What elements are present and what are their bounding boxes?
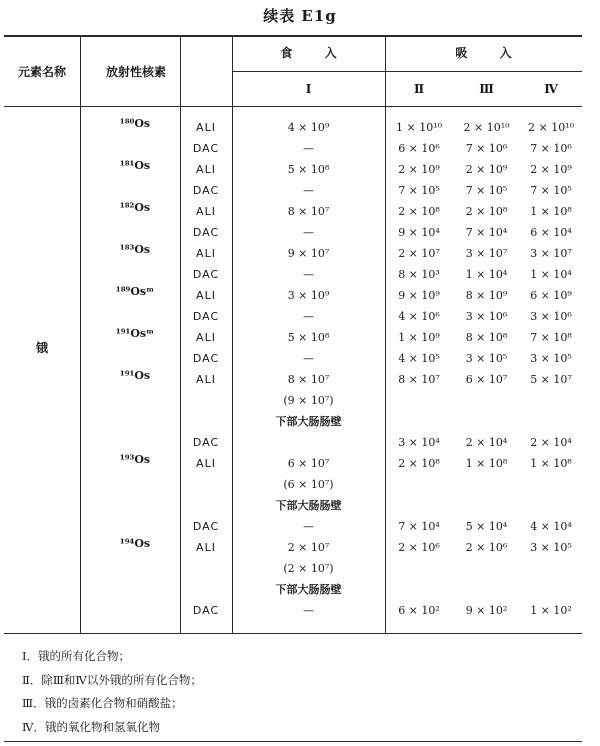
inhalation-class-iii-value: 2 × 10⁸ [465,205,508,218]
inhalation-class-iv-value: 6 × 10⁹ [530,289,572,302]
element-name-cell: 锇 [35,341,48,355]
inhalation-class-iv-value: 1 × 10² [530,604,572,617]
header-class-ii: Ⅱ [413,82,425,96]
exposure-type-ali: ALI [196,541,216,554]
inhalation-class-ii-value: 9 × 10⁹ [398,289,440,302]
ingestion-class-i-value: 5 × 10⁸ [287,331,330,344]
exposure-type-dac: DAC [192,520,220,533]
exposure-type-ali: ALI [196,121,216,134]
ingestion-class-i-value: 2 × 10⁷ [287,541,330,554]
inhalation-class-iv-value: 1 × 10⁸ [530,457,572,470]
ingestion-class-i-value: (6 × 10⁷) [283,478,334,491]
ingestion-class-i-value: (2 × 10⁷) [283,562,334,575]
exposure-type-ali: ALI [196,205,216,218]
inhalation-class-iii-value: 7 × 10⁴ [465,226,508,239]
header-group-rule [232,71,582,72]
inhalation-class-iii-value: 1 × 10⁴ [465,268,508,281]
inhalation-class-iv-value: 6 × 10⁴ [530,226,572,239]
inhalation-class-ii-value: 8 × 10³ [398,268,440,281]
ingestion-class-i-value: 4 × 10⁹ [287,121,330,134]
exposure-type-dac: DAC [192,226,220,239]
footnote-class-i: Ⅰ．锇的所有化合物； [22,649,131,663]
exposure-type-dac: DAC [192,604,220,617]
header-inhalation: 吸 入 [455,46,512,60]
exposure-type-ali: ALI [196,163,216,176]
inhalation-class-iv-value: 2 × 10⁹ [530,163,572,176]
table-title: 续表 E1g [263,7,337,25]
exposure-type-ali: ALI [196,457,216,470]
header-ingestion: 食 入 [280,46,337,60]
inhalation-class-ii-value: 1 × 10⁹ [398,331,440,344]
header-nuclide: 放射性核素 [105,65,166,79]
inhalation-class-iv-value: 7 × 10⁶ [530,142,572,155]
ingestion-class-i-value: 6 × 10⁷ [287,457,330,470]
footnote-class-iv: Ⅳ．锇的氧化物和氢氧化物 [22,719,160,734]
nuclide-label: ¹⁹⁴Os [119,537,151,550]
exposure-type-dac: DAC [192,268,220,281]
ingestion-class-i-value: 8 × 10⁷ [287,373,330,386]
footnote-class-ii: Ⅱ．除Ⅲ和Ⅳ以外锇的所有化合物； [22,672,202,687]
nuclide-label: ¹⁹¹Osᵐ [115,327,155,340]
inhalation-class-ii-value: 8 × 10⁷ [398,373,440,386]
inhalation-class-iii-value: 6 × 10⁷ [465,373,508,386]
nuclide-label: ¹⁸⁰Os [119,117,151,130]
table-top-rule [4,35,582,37]
critical-organ-note: 下部大肠肠壁 [275,499,342,512]
exposure-type-ali: ALI [196,289,216,302]
inhalation-class-ii-value: 9 × 10⁴ [398,226,440,239]
inhalation-class-iii-value: 8 × 10⁹ [465,289,508,302]
exposure-type-ali: ALI [196,247,216,260]
inhalation-class-ii-value: 6 × 10² [398,604,440,617]
inhalation-class-iv-value: 3 × 10⁶ [530,310,572,323]
inhalation-class-iv-value: 2 × 10¹⁰ [527,121,575,134]
critical-organ-note: 下部大肠肠壁 [275,583,342,596]
ingestion-class-i-value: 8 × 10⁷ [287,205,330,218]
ingestion-class-i-value: 5 × 10⁸ [287,163,330,176]
footnote-class-iii: Ⅲ．锇的卤素化合物和硝酸盐； [22,696,183,710]
ingestion-class-i-value: — [303,184,314,197]
ingestion-class-i-value: — [303,352,314,365]
inhalation-class-iii-value: 2 × 10⁴ [465,436,508,449]
inhalation-class-ii-value: 4 × 10⁵ [398,352,440,365]
ingestion-class-i-value: (9 × 10⁷) [283,394,334,407]
nuclide-label: ¹⁹³Os [119,453,151,466]
ingestion-class-i-value: — [303,604,314,617]
nuclide-label: ¹⁸⁹Osᵐ [115,285,155,298]
exposure-type-ali: ALI [196,373,216,386]
inhalation-class-iii-value: 2 × 10⁹ [465,163,508,176]
inhalation-class-iv-value: 5 × 10⁷ [530,373,572,386]
inhalation-class-ii-value: 7 × 10⁵ [398,184,440,197]
exposure-type-dac: DAC [192,352,220,365]
header-class-i: Ⅰ [305,82,312,96]
header-element-name: 元素名称 [17,65,66,79]
nuclide-label: ¹⁸³Os [119,243,151,256]
inhalation-class-ii-value: 2 × 10⁹ [398,163,440,176]
ingestion-class-i-value: — [303,226,314,239]
inhalation-class-ii-value: 2 × 10⁶ [398,541,440,554]
inhalation-class-ii-value: 3 × 10⁴ [398,436,440,449]
inhalation-class-iii-value: 8 × 10⁸ [465,331,508,344]
exposure-type-ali: ALI [196,331,216,344]
inhalation-class-iv-value: 1 × 10⁴ [530,268,572,281]
critical-organ-note: 下部大肠肠壁 [275,415,342,428]
header-class-iv: Ⅳ [544,82,558,96]
inhalation-class-iii-value: 9 × 10² [465,604,508,617]
exposure-type-dac: DAC [192,310,220,323]
exposure-type-dac: DAC [192,142,220,155]
inhalation-class-iv-value: 2 × 10⁴ [530,436,572,449]
inhalation-class-iii-value: 7 × 10⁵ [465,184,508,197]
nuclide-label: ¹⁸¹Os [119,159,151,172]
inhalation-class-ii-value: 2 × 10⁷ [398,247,440,260]
inhalation-class-iv-value: 1 × 10⁸ [530,205,572,218]
table-body [4,117,582,621]
exposure-type-dac: DAC [192,436,220,449]
exposure-type-dac: DAC [192,184,220,197]
inhalation-class-ii-value: 4 × 10⁶ [398,310,440,323]
ingestion-class-i-value: — [303,310,314,323]
inhalation-class-iv-value: 7 × 10⁵ [530,184,572,197]
inhalation-class-ii-value: 7 × 10⁴ [398,520,440,533]
header-bottom-rule [4,106,582,107]
header-class-iii: Ⅲ [479,82,494,96]
nuclide-label: ¹⁹¹Os [119,369,151,382]
inhalation-class-iii-value: 3 × 10⁶ [465,310,508,323]
footnotes [22,645,202,739]
ingestion-class-i-value: — [303,142,314,155]
inhalation-class-iii-value: 2 × 10⁶ [465,541,508,554]
inhalation-class-iii-value: 2 × 10¹⁰ [463,121,510,134]
inhalation-class-ii-value: 6 × 10⁶ [398,142,440,155]
table-bottom-rule [4,633,582,634]
inhalation-class-iii-value: 5 × 10⁴ [465,520,508,533]
ingestion-class-i-value: 3 × 10⁹ [287,289,330,302]
inhalation-class-iv-value: 3 × 10⁷ [530,247,572,260]
nuclide-label: ¹⁸²Os [119,201,151,214]
inhalation-class-ii-value: 2 × 10⁸ [398,457,440,470]
inhalation-class-iii-value: 7 × 10⁶ [465,142,508,155]
inhalation-class-iii-value: 3 × 10⁷ [465,247,508,260]
inhalation-class-iv-value: 3 × 10⁵ [530,541,572,554]
inhalation-class-iv-value: 7 × 10⁸ [530,331,572,344]
inhalation-class-ii-value: 1 × 10¹⁰ [395,121,443,134]
notes-bottom-rule [4,741,582,742]
inhalation-class-ii-value: 2 × 10⁸ [398,205,440,218]
ingestion-class-i-value: — [303,520,314,533]
ingestion-class-i-value: — [303,268,314,281]
ingestion-class-i-value: 9 × 10⁷ [287,247,330,260]
inhalation-class-iv-value: 4 × 10⁴ [530,520,572,533]
inhalation-class-iii-value: 1 × 10⁸ [465,457,508,470]
inhalation-class-iv-value: 3 × 10⁵ [530,352,572,365]
inhalation-class-iii-value: 3 × 10⁵ [465,352,508,365]
